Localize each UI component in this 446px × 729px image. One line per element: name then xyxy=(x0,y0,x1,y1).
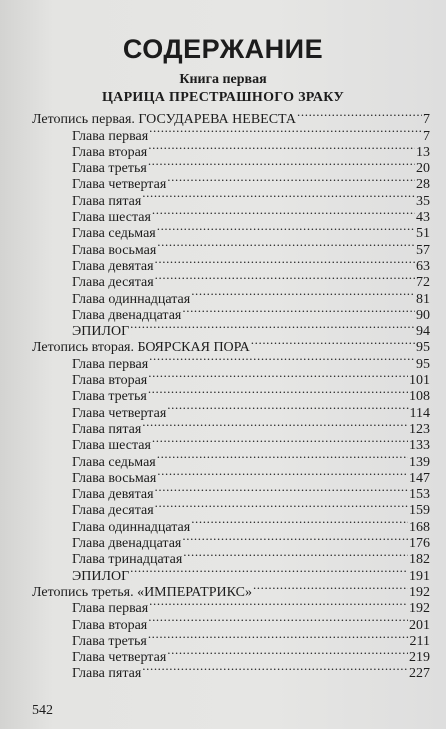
dot-leader xyxy=(253,580,408,596)
dot-leader xyxy=(152,205,415,221)
entry-page: 108 xyxy=(409,389,430,405)
entry-title: Глава третья xyxy=(72,389,147,405)
entry-page: 176 xyxy=(409,536,430,552)
entry-title: Глава двенадцатая xyxy=(72,307,182,323)
entry-page: 201 xyxy=(409,617,430,633)
entry-page: 51 xyxy=(416,226,430,242)
entry-title: Глава первая xyxy=(72,601,149,617)
dot-leader xyxy=(149,596,408,612)
entry-title: Глава седьмая xyxy=(72,454,156,470)
entry-title: Глава девятая xyxy=(72,258,154,274)
entry-title: ЭПИЛОГ xyxy=(72,568,130,584)
entry-page: 35 xyxy=(416,193,430,209)
entry-page: 192 xyxy=(409,601,430,617)
dot-leader xyxy=(167,400,408,416)
entry-page: 191 xyxy=(409,568,430,584)
entry-page: 95 xyxy=(416,340,430,356)
entry-title: Глава четвертая xyxy=(72,405,167,421)
entry-title: Летопись первая. ГОСУДАРЕВА НЕВЕСТА xyxy=(32,112,297,128)
entry-page: 227 xyxy=(409,666,430,682)
entry-title: Глава третья xyxy=(72,161,147,177)
entry-title: Глава одиннадцатая xyxy=(72,291,191,307)
entry-title: Глава седьмая xyxy=(72,226,156,242)
dot-leader xyxy=(148,629,409,645)
dot-leader xyxy=(142,661,408,677)
entry-page: 72 xyxy=(416,275,430,291)
dot-leader xyxy=(191,514,408,530)
entry-page: 123 xyxy=(409,421,430,437)
entry-title: ЭПИЛОГ xyxy=(72,324,130,340)
dot-leader xyxy=(182,303,415,319)
entry-title: Глава первая xyxy=(72,356,149,372)
dot-leader xyxy=(148,612,408,628)
entry-title: Глава пятая xyxy=(72,666,142,682)
entry-title: Глава девятая xyxy=(72,487,154,503)
entry-title: Глава пятая xyxy=(72,421,142,437)
entry-title: Глава пятая xyxy=(72,193,142,209)
dot-leader xyxy=(148,368,408,384)
dot-leader xyxy=(155,498,408,514)
dot-leader xyxy=(191,286,415,302)
dot-leader xyxy=(148,156,415,172)
entry-page: 43 xyxy=(416,210,430,226)
dot-leader xyxy=(157,449,408,465)
toc-list xyxy=(32,107,430,682)
entry-page: 81 xyxy=(416,291,430,307)
dot-leader xyxy=(149,351,415,367)
entry-title: Глава тринадцатая xyxy=(72,552,183,568)
entry-page: 114 xyxy=(409,405,430,421)
dot-leader xyxy=(251,335,415,351)
entry-page: 133 xyxy=(409,438,430,454)
entry-page: 28 xyxy=(416,177,430,193)
dot-leader xyxy=(157,237,415,253)
entry-page: 95 xyxy=(416,356,430,372)
entry-page: 147 xyxy=(409,470,430,486)
dot-leader xyxy=(182,531,408,547)
entry-page: 192 xyxy=(409,584,430,600)
dot-leader xyxy=(148,384,408,400)
dot-leader xyxy=(155,270,415,286)
entry-page: 159 xyxy=(409,503,430,519)
toc-part-entry xyxy=(32,107,430,128)
dot-leader xyxy=(167,172,415,188)
dot-leader xyxy=(130,563,408,579)
entry-page: 182 xyxy=(409,552,430,568)
entry-title: Глава четвертая xyxy=(72,650,167,666)
dot-leader xyxy=(142,188,415,204)
book-label: Книга первая xyxy=(179,72,267,87)
entry-title: Глава десятая xyxy=(72,275,154,291)
entry-title: Глава вторая xyxy=(72,373,148,389)
page-number: 542 xyxy=(32,703,53,718)
entry-page: 20 xyxy=(416,161,430,177)
dot-leader xyxy=(155,482,408,498)
entry-page: 101 xyxy=(409,373,430,389)
entry-title: Глава одиннадцатая xyxy=(72,519,191,535)
dot-leader xyxy=(157,466,408,482)
entry-page: 7 xyxy=(423,112,430,128)
entry-page: 139 xyxy=(409,454,430,470)
entry-page: 94 xyxy=(416,324,430,340)
entry-title: Глава шестая xyxy=(72,438,151,454)
book-subtitle: ЦАРИЦА ПРЕСТРАШНОГО ЗРАКУ xyxy=(101,90,345,105)
entry-title: Глава первая xyxy=(72,128,149,144)
entry-page: 168 xyxy=(409,519,430,535)
entry-title: Глава шестая xyxy=(72,210,151,226)
entry-title: Глава десятая xyxy=(72,503,154,519)
entry-title: Глава третья xyxy=(72,633,147,649)
entry-title: Летопись третья. «ИМПЕРАТРИКС» xyxy=(32,584,252,600)
dot-leader xyxy=(152,433,408,449)
entry-page: 13 xyxy=(416,144,430,160)
entry-title: Глава восьмая xyxy=(72,470,157,486)
dot-leader xyxy=(157,221,415,237)
dot-leader xyxy=(167,645,408,661)
entry-title: Глава вторая xyxy=(72,144,148,160)
entry-title: Глава вторая xyxy=(72,617,148,633)
entry-page: 7 xyxy=(423,128,430,144)
entry-page: 153 xyxy=(409,487,430,503)
entry-title: Глава восьмая xyxy=(72,242,157,258)
dot-leader xyxy=(155,254,415,270)
entry-page: 57 xyxy=(416,242,430,258)
entry-page: 219 xyxy=(409,650,430,666)
dot-leader xyxy=(130,319,415,335)
entry-page: 211 xyxy=(409,633,430,649)
entry-title: Глава четвертая xyxy=(72,177,167,193)
toc-heading: СОДЕРЖАНИЕ xyxy=(122,34,324,64)
dot-leader xyxy=(183,547,408,563)
dot-leader xyxy=(297,107,422,123)
entry-page: 63 xyxy=(416,258,430,274)
entry-page: 90 xyxy=(416,307,430,323)
dot-leader xyxy=(142,417,408,433)
entry-title: Летопись вторая. БОЯРСКАЯ ПОРА xyxy=(32,340,250,356)
dot-leader xyxy=(149,123,422,139)
entry-title: Глава двенадцатая xyxy=(72,536,182,552)
dot-leader xyxy=(148,140,415,156)
